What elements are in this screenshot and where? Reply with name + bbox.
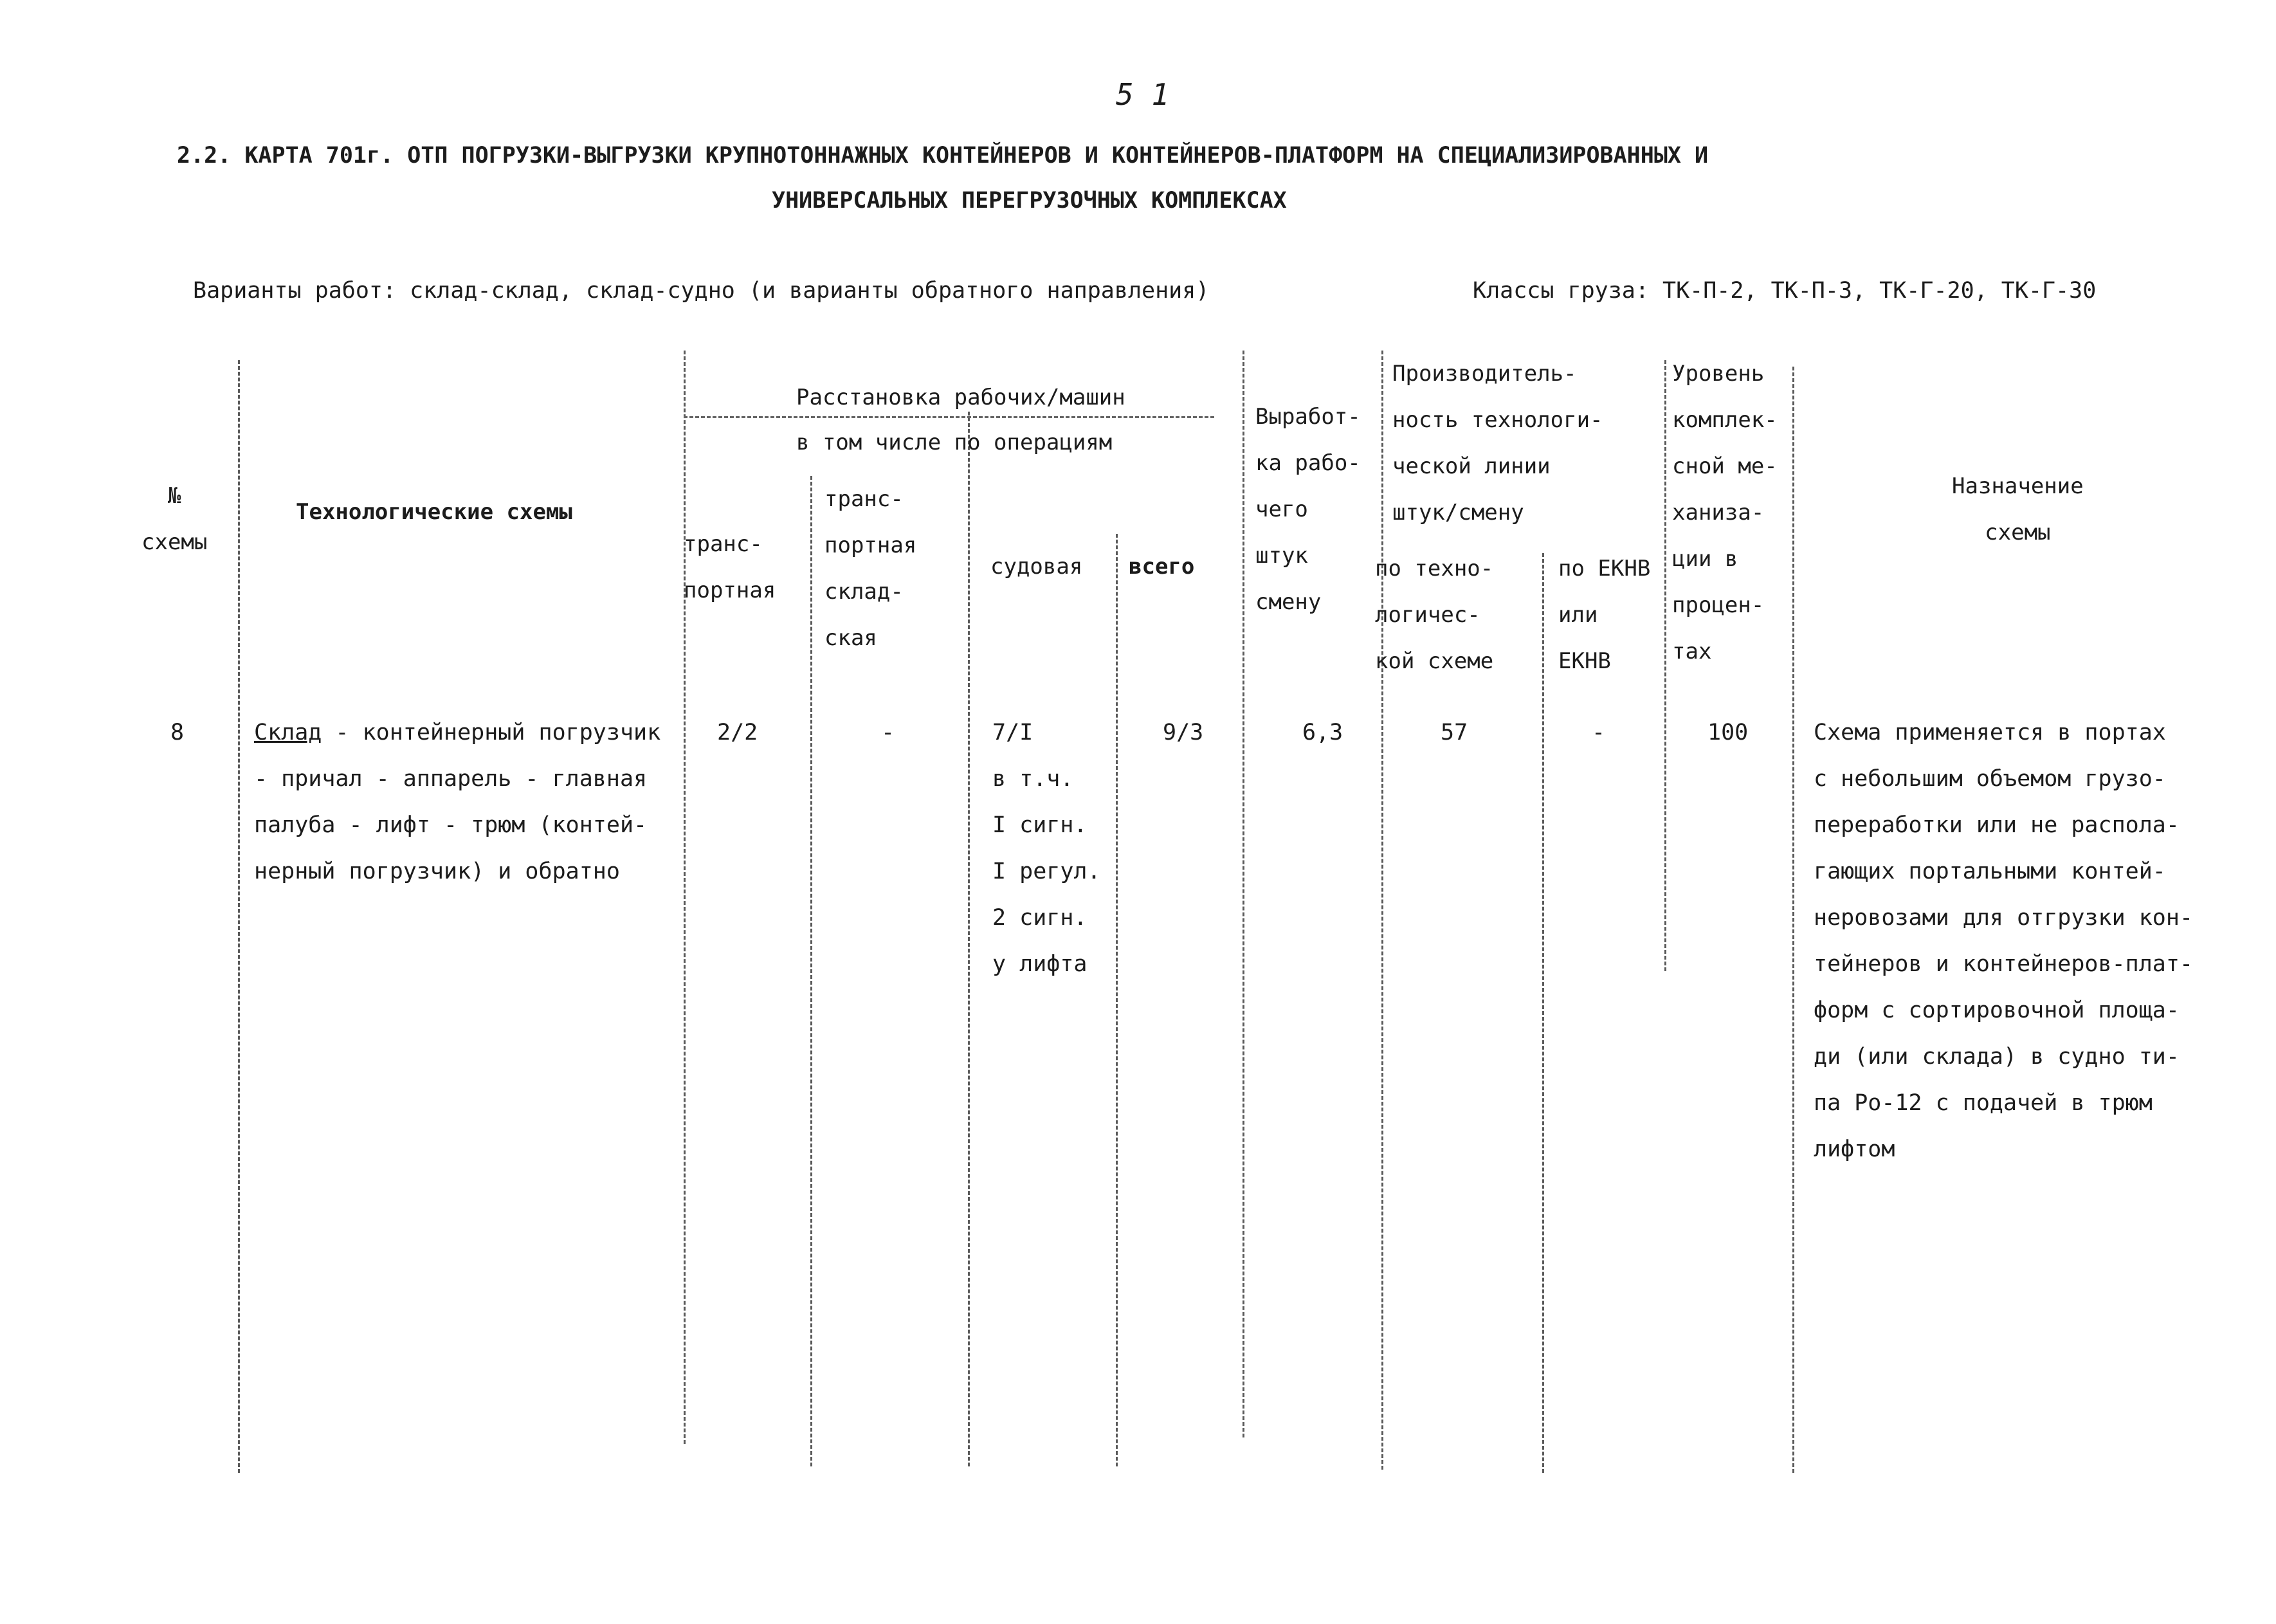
- cell-by-eknv: -: [1592, 720, 1606, 745]
- cell-total: 9/3: [1163, 720, 1204, 745]
- column-divider: [1381, 351, 1383, 1470]
- header-scheme-no: № схемы: [141, 483, 208, 555]
- column-divider: [1542, 553, 1544, 1473]
- cell-by-tech-scheme: 57: [1441, 720, 1468, 745]
- column-divider: [810, 476, 812, 1466]
- header-output: Выработ- ка рабо- чего штук смену: [1255, 404, 1361, 615]
- scheme-first-word: Склад: [254, 720, 322, 745]
- cell-transport: 2/2: [717, 720, 758, 745]
- header-transport: транс- портная: [684, 531, 776, 603]
- cell-transport-warehouse: -: [881, 720, 895, 745]
- document-title-line1: 2.2. КАРТА 701г. ОТП ПОГРУЗКИ-ВЫГРУЗКИ КРУПНОТОННАЖНЫХ КОНТЕЙНЕРОВ И КОНТЕЙНЕРОВ-ПЛАТФОРМ НА СПЕЦИАЛИЗИРОВАННЫХ И: [177, 143, 1709, 169]
- scheme-description: - контейнерный погрузчик - причал - аппарель - главная палуба - лифт - трюм (контей- нерный погрузчик) и обратно: [254, 720, 661, 884]
- page-number: 5 1: [1116, 77, 1170, 112]
- column-divider: [684, 351, 686, 1444]
- column-divider: [1116, 534, 1118, 1466]
- header-by-operations: в том числе по операциям: [796, 430, 1113, 455]
- header-by-tech-scheme: по техно- логичес- кой схеме: [1375, 556, 1494, 674]
- cargo-classes: Классы груза: ТК-П-2, ТК-П-3, ТК-Г-20, ТК-Г-30: [1473, 278, 2097, 304]
- header-tech-schemes: Технологические схемы: [296, 499, 572, 525]
- cell-mechanization: 100: [1707, 720, 1749, 745]
- column-divider: [238, 360, 240, 1473]
- column-divider: [1664, 360, 1666, 971]
- header-placement: Расстановка рабочих/машин: [796, 385, 1125, 410]
- cell-purpose: Схема применяется в портах с небольшим объемом грузо- переработки или не распола- гающих портальными контей- неровозами для отгрузки кон- тейнеров и контейнеров-плат- форм с сортировочной площа- ди (или склада) в судно ти- па Ро-12 с подачей в трюм лифтом: [1814, 720, 2194, 1162]
- header-total: всего: [1129, 554, 1195, 579]
- header-ship: судовая: [990, 554, 1083, 579]
- header-transport-warehouse: транс- портная склад- ская: [824, 486, 917, 651]
- cell-tech-scheme: [254, 709, 660, 895]
- header-purpose: Назначение схемы: [1952, 473, 2084, 545]
- header-mechanization: Уровень комплек- сной ме- ханиза- ции в процен- тах: [1672, 361, 1778, 664]
- cell-scheme-no: 8: [170, 720, 185, 745]
- column-divider: [968, 412, 970, 1466]
- cell-ship: 7/I в т.ч. I сигн. I регул. 2 сигн. у лифта: [992, 720, 1101, 977]
- document-title-line2: УНИВЕРСАЛЬНЫХ ПЕРЕГРУЗОЧНЫХ КОМПЛЕКСАХ: [772, 188, 1287, 214]
- header-by-eknv: по ЕКНВ или ЕКНВ: [1558, 556, 1651, 674]
- column-divider: [1792, 367, 1794, 1473]
- column-divider: [1243, 351, 1244, 1437]
- work-variants: Варианты работ: склад-склад, склад-судно (и варианты обратного направления): [193, 278, 1210, 304]
- cell-output: 6,3: [1302, 720, 1343, 745]
- header-productivity: Производитель- ность технологи- ческой линии штук/смену: [1392, 361, 1603, 525]
